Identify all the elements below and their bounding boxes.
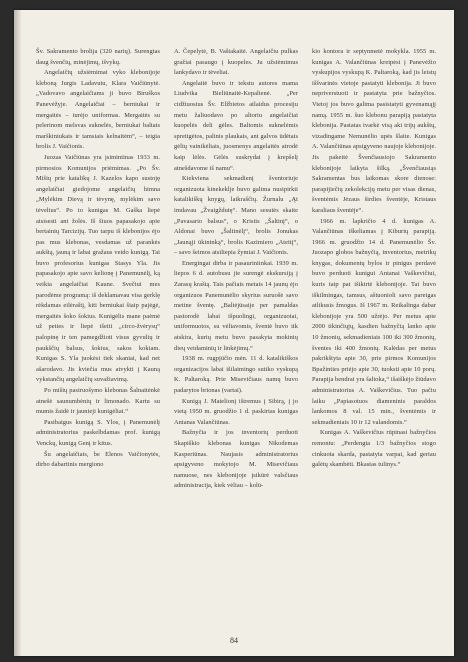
paragraph: Kiekviena sekmadienį šventoriuje organizuota kinekeklje buvo galima nusipirkti katalikiškų knygų, laikraščių. Žurnalu „Ąt imdavau „Žvaigždutę“. Mano sesutės skaite „Pavasario balsus“, o Kristis „Šaltinį“, o Aldonai buvo „Šaltinėlį“, brolis Jonukas „Jaunąji ūkininką“, brolis Kazimiero „Ateitį“, – savo šeimos atsiliepia žymiai J. Vaičionis. [174,175,298,257]
paragraph: Pasibaigus kunigą S. Ylos, į Panemunėlį administratorius paskelbdamas prof. kunigą Venckų, kunigą Genį ir kitus. [36,418,160,447]
page-number: 84 [230,636,238,645]
paragraph: Juozas Vaičiūnas yra įsimintinas 1933 m. pirmosios Komunijos priėmimas. „Po Šv. Mišių prie katalikų J. Kazelos kapo sustoję angelaičiai giedojome angelaičių himna „Mylėkim Dievą ir tėvynę, mylėkim savo tėvelius“. Po to kunigas M. Gaška liepė atsisesti ant žolės. Iš šiuos papasakojo apie bertainių Tarcizijų. Tuo tarpu iš klebonijos ėjo pas mus klebonas, vesdamas už parankės aukštą, jauną ir labai gražaus veido kunigą. Tai buvo profesorius kunigas Stasys Yla. Jis papasakojo apie savo kelionę į Panemunėlį, ką veikia angelaičiai Kaune. Svečiui mes parodėme programą: iš deklamavau visa gerklę rėkdamas eilėraštį, kiti berniukai šiaip pajėgė, mergaitės šoko šokius. Kunigėlis mane paėmė už peties ir liepė išeiti „circo-žvėrysų“ palopinę ir ten pamegdžioti visus gyvulių ir paukščių balsus, šokius, sakos kokiam. Kunigas S. Yla juokėsi tiek skaniai, kad net ašarodavo. Jis kviečia mus atvykti į Kauną vykstančių angelaičių suvažiavimą. [36,153,160,384]
text-columns [36,47,436,492]
paragraph: Kunigas A. Vaškevičius rūpinasi bažnyčios remontu: „Perdengta 1/3 bažnyčios stogo cinkuota skarda, pastatyta varpai, kad geriau galėtų skambėti. Bkastas tulinys.“ [312,429,436,469]
paragraph: Šv. Sakramento brolija (320 narių). Surengtas daug švenčių, minėjimų, išvykų. [36,48,160,66]
page-spine-shadow [14,10,22,656]
column-2 [174,47,298,492]
paragraph: Šu angelaičiais, be Elenos Vaičionytės, dirbo dabartinis mergiono [36,450,160,469]
paragraph: Kunigą J. Matelionį ištremus į Sibirą, į jo vietą 1950 m. gruodžio 1 d. paskirtas kunigas Antanas Valančiūnas. [174,397,298,426]
book-page [14,10,454,656]
paragraph: A. Čepelytė, B. Vaštakaitė. Angelaičiu pulkas gražiai pasaugo į kuopeles. Ju užsiėmimus lankydavo ir tėveliai. [174,48,298,77]
paragraph: kio kontora ir septynmetė mokykla. 1955 m. kunigas A. Valančiūnas kreipėsi į Panevėžio vyskupijos vyskupą K. Paltaroką, kad jis leistų iššvarinės vietoje pastatyti klebonija. Ji buvo nepriverstuoti ir pastatyta prie bažnyčios. Vietoj jos buvo galima pasistatyti gyvenamąjį namą. 1955 m. šuo klebonu parapiją pastatyta klebonija. Pastatas tvarkė visą aki trijų aukštų, vizadingame Nemunėlio upės šlaite. Kunigas A. Valančiūnas apsigyveno naujoje klebonijoje. Jis pakeitė Švenčiausiojo Sakramento klebonijoje laikyta šilką. „Švenčiausiąs Sakramentas bus laikomas skore dienose: parapijiečių zekolekcijų metu per visas dienas, šventėmis Jėzaus širdies šventėje, Kristaus karaliaus šventėje“. [312,48,436,214]
paragraph: 1966 m. lapkričio 4 d. kunigas A. Valančiūnas iškeliamas į Kiburių parapiją. 1966 m. gruodžio 14 d. Panemunėlio Šv. Juozapo globos bažnyčią, inventorius, metrikų knygas, dokumentų bylos ir pinigus perdavė buvo perduoti kunigui Antanai Vaškevičiui, kuris taip pat išikirtė klebonijoje. Tai buvo iškilmingas, tamsus, aštuonioli savo pareigas atlikusis žmogus. Iš 1967 m. Reikalinga dabar klebonijoje yra 500 užrėjo. Per metus apie 2000 tikinčiųjų, kasdien bažnyčią lanko apie 10 žmonių, sekmadieniais 100 iki 300 žmonių, šventes iki 400 žmonių. Kalėdas per metus pakrikštyta apie 30, prie pirmos Komunijos Bpažinties priėjo apie 30, tuoksti apie 10 porų. Parapija bendrai yra šaltoka,“ išaiškėjo žiūdavo administratorius A. Vaškevičius. Tuo pačiu laiku „Papiasotuos diameninis paraldos lankomos 8 val. 15 min., šventėmis ir sekmadieniais 10 ir 12 valandomis.“ [312,217,436,426]
column-1 [36,47,160,492]
paragraph: Po mišių pasiruošymo klebonas Šalnaitėnkė atnešė saunumbėnių ir limonado. Kartu su mumis žaidė ir jaunieji kunigėliai.“ [36,387,160,416]
paragraph: Energingai dirba ir pasauriniinkai. 1939 m. liepos 6 d. autobusu jie surengė ekskursiją į Zarasų kraštą. Tais pačiais metais 14 jaunų ėjo organizuos Panemunėlio skyrius suruošė savo metine šventę. „Baltėjūsaije per pamaldas pastorodė labai išpuolingi, organizuotai, uniformuotos, su vėliavomis, šventė buvo itk atskira, kurių metu buvo pasakyta mokinių dieų veidaminių ir linkėjimų.“ [174,259,298,352]
paragraph: 1938 m. rugpjūčio mėn. 11 d. katalikiškos organizacijos labai išilaimingo sutiko vyskupą K. Paltaroką. Prie Misevičiaus namų buvo padarytos brionas (vartai). [174,355,298,394]
paragraph: Bažnyčia ir jos inventorių perduoti Skapiškio klebonas kunigas Nikodemas Kasperiūnas. Naujasis administratorius apsigyveno mokytojo M. Misevičiaus namuose, nes klebonijoje įsikūrė valsčiaus administracija, kiek vėliau – kolū- [174,429,298,490]
column-3 [312,47,436,492]
paragraph: Angelaičių užsiėmimai vyko klebonijoje kleboną Jurgis Ladavutu, Klara Vaičiūnytė. „Vadovavo angelaičiams ji buvo Biruškos Panevėžyje. Angelaičiai – berniukai ir mergaitės – turėjo uniformas. Mergaitės su pelerinom melsvas suknelės, berniukai baltais marškiniukais ir tamsiais kelnaitėm“, – teigia brolis J. Vaičionis. [36,69,160,151]
paragraph: Angelaitė buvo ir tekstu autores mama Liudvika Bieliūnaitė-Kepalienė. „Per cidžiuosius Šv. Elžbietos atlaidus procesiju metu žaliuodavo po altoriu angelaičiai kuopelės deli gėles. Baltomis suknelėmis spreitgėtos, palinis plaukais, ant galvos ūdėtais gėlių vainikėliais, juosmenys angelaitės atrodė kaip lėlės. Gėlės suskrydai į krepšelį atnešdavome iš namu“. [174,79,298,172]
